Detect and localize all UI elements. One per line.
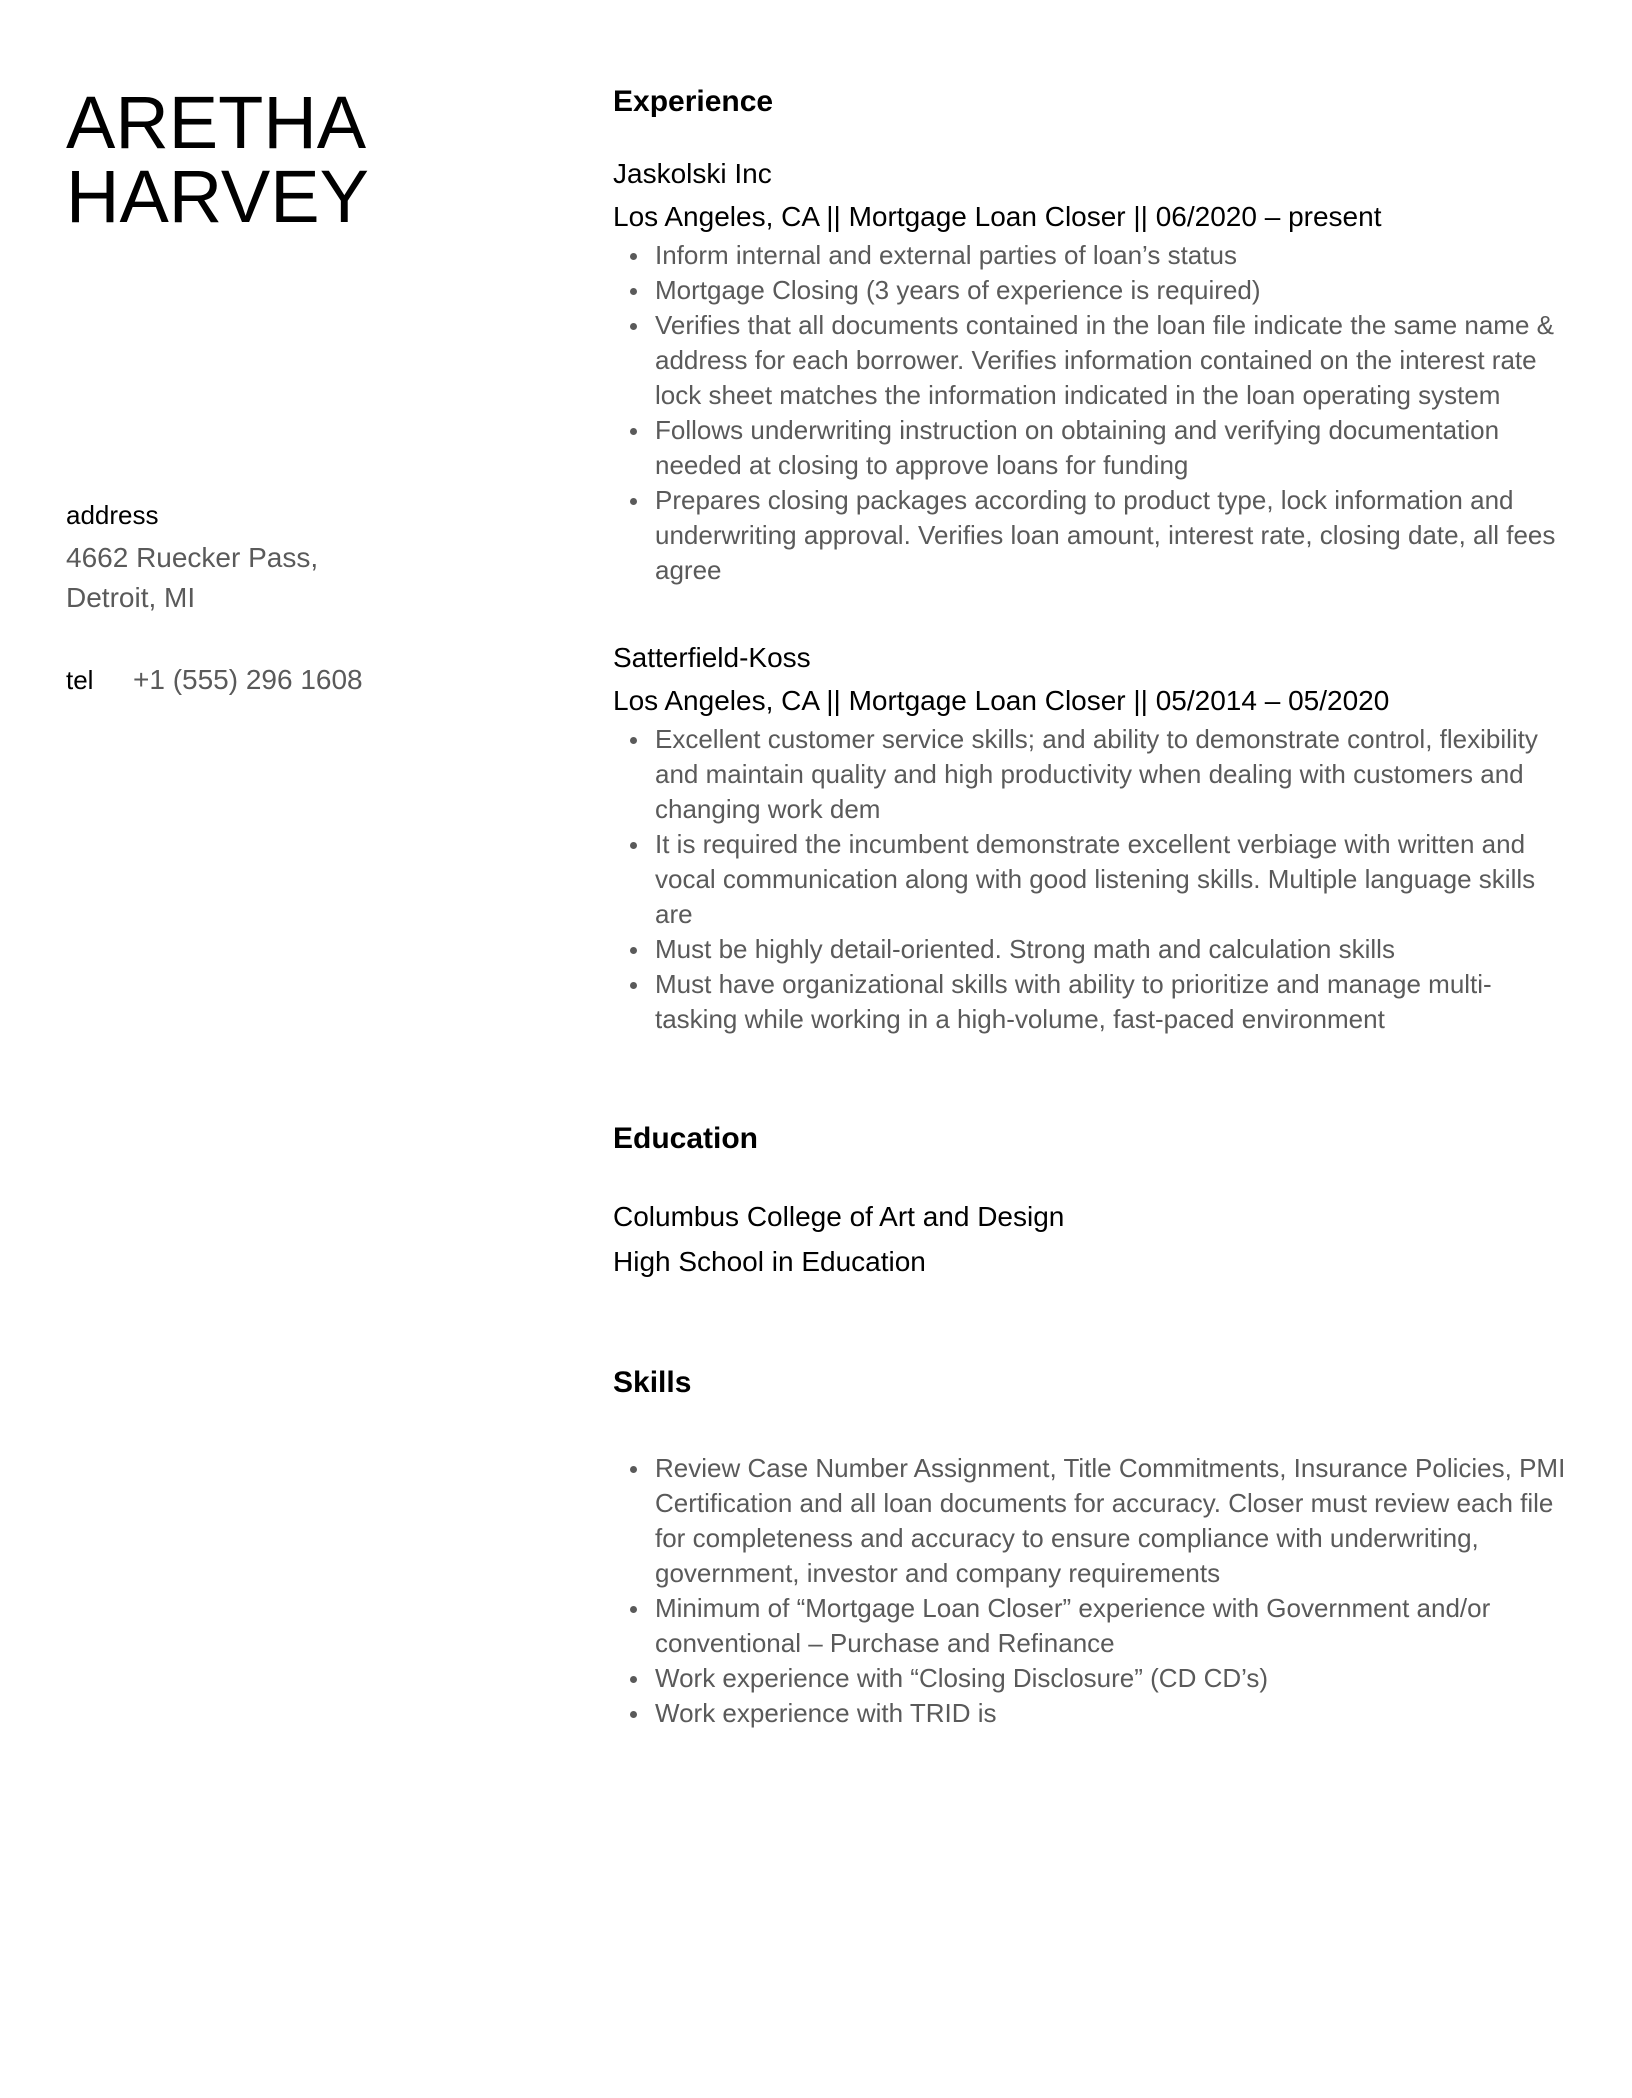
- address-block: [66, 498, 546, 618]
- job-bullets: [613, 722, 1573, 1037]
- experience-section: [613, 82, 1573, 1037]
- tel-block: [66, 664, 546, 696]
- skills-title: Skills: [613, 1366, 692, 1399]
- job-bullet: It is required the incumbent demonstrate excellent verbiage with written and vocal communication along with good listening skills. Multiple language skills are: [655, 827, 1573, 932]
- skill-item: Review Case Number Assignment, Title Commitments, Insurance Policies, PMI Certification and all loan documents for accuracy. Closer must review each file for completeness and accuracy to ensure compliance with underwriting, government, investor and company requirements: [655, 1451, 1573, 1591]
- tel-label: tel: [66, 665, 94, 695]
- skill-item: Work experience with TRID is: [655, 1696, 1573, 1731]
- job-bullet: Inform internal and external parties of loan’s status: [655, 238, 1573, 273]
- education-section: [613, 1119, 1573, 1281]
- education-school: Columbus College of Art and Design: [613, 1201, 1065, 1232]
- job-meta: Los Angeles, CA || Mortgage Loan Closer || 05/2014 – 05/2020: [613, 685, 1390, 716]
- skills-list: [613, 1451, 1573, 1731]
- education-degree: High School in Education: [613, 1246, 926, 1277]
- job-bullet: Must be highly detail-oriented. Strong math and calculation skills: [655, 932, 1573, 967]
- address-line-1: 4662 Ruecker Pass,: [66, 542, 319, 573]
- education-title: Education: [613, 1122, 759, 1155]
- job-bullet: Follows underwriting instruction on obtaining and verifying documentation needed at closing to approve loans for funding: [655, 413, 1573, 483]
- job-company: Jaskolski Inc: [613, 158, 772, 189]
- first-name: ARETHA: [66, 81, 367, 164]
- job-bullet: Excellent customer service skills; and ability to demonstrate control, flexibility and maintain quality and high productivity when dealing with customers and changing work dem: [655, 722, 1573, 827]
- job-bullet: Mortgage Closing (3 years of experience is required): [655, 273, 1573, 308]
- address-line-2: Detroit, MI: [66, 582, 196, 613]
- name-block: [66, 81, 546, 238]
- job-meta: Los Angeles, CA || Mortgage Loan Closer || 06/2020 – present: [613, 201, 1382, 232]
- experience-title: Experience: [613, 85, 774, 118]
- tel-value: +1 (555) 296 1608: [133, 664, 363, 695]
- skill-item: Work experience with “Closing Disclosure” (CD CD’s): [655, 1661, 1573, 1696]
- job-entry: [613, 640, 1573, 1037]
- job-company: Satterfield-Koss: [613, 642, 811, 673]
- address-label: address: [66, 500, 159, 530]
- job-bullet: Verifies that all documents contained in the loan file indicate the same name & address for each borrower. Verifies information contained on the interest rate lock sheet matches the information indicated in the loan operating system: [655, 308, 1573, 413]
- skills-section: [613, 1363, 1573, 1731]
- job-bullet: Must have organizational skills with ability to prioritize and manage multi-tasking while working in a high-volume, fast-paced environment: [655, 967, 1573, 1037]
- skill-item: Minimum of “Mortgage Loan Closer” experience with Government and/or conventional – Purchase and Refinance: [655, 1591, 1573, 1661]
- job-bullet: Prepares closing packages according to product type, lock information and underwriting approval. Verifies loan amount, interest rate, closing date, all fees agree: [655, 483, 1573, 588]
- job-bullets: [613, 238, 1573, 588]
- main-column: [613, 82, 1573, 1731]
- last-name: HARVEY: [66, 155, 369, 238]
- job-entry: [613, 156, 1573, 588]
